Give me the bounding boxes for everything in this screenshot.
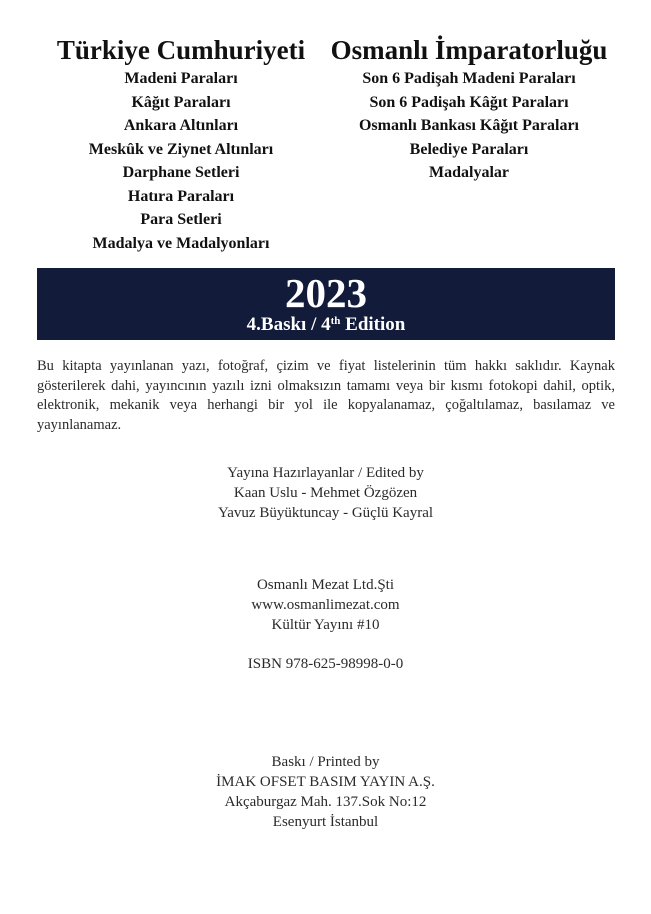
edition-prefix: 4.Baskı / 4	[246, 314, 331, 335]
publisher-series: Kültür Yayını #10	[271, 617, 380, 633]
left-column-item: Meskûk ve Ziynet Altınları	[88, 140, 274, 158]
left-column	[50, 34, 312, 255]
editors-heading: Yayına Hazırlayanlar / Edited by	[227, 465, 424, 481]
right-column-title: Osmanlı İmparatorluğu	[330, 35, 608, 65]
left-column-item: Para Setleri	[140, 211, 222, 228]
right-column-item: Son 6 Padişah Madeni Paraları	[362, 70, 576, 87]
edition-superscript: th	[330, 315, 341, 327]
left-column-item: Kâğıt Paraları	[131, 93, 231, 111]
printer-block	[0, 752, 651, 832]
left-column-item: Hatıra Paraları	[127, 187, 235, 205]
isbn-block	[0, 654, 651, 674]
printer-address: Esenyurt İstanbul	[272, 814, 379, 830]
left-column-item: Madalya ve Madalyonları	[92, 234, 270, 252]
isbn-number: ISBN 978-625-98998-0-0	[247, 656, 404, 672]
printer-address: Akçaburgaz Mah. 137.Sok No:12	[224, 794, 427, 810]
publisher-block	[0, 575, 651, 635]
left-column-item: Ankara Altınları	[123, 117, 239, 134]
editors-line: Kaan Uslu - Mehmet Özgözen	[233, 485, 418, 501]
publisher-website: www.osmanlimezat.com	[251, 597, 400, 613]
printer-heading: Baskı / Printed by	[271, 754, 380, 770]
right-column-item: Osmanlı Bankası Kâğıt Paraları	[358, 117, 579, 134]
printer-name: İMAK OFSET BASIM YAYIN A.Ş.	[216, 774, 435, 790]
copyright-notice: Bu kitapta yayınlanan yazı, fotoğraf, çizim ve fiyat listelerinin tüm hakkı saklıdır. Kaynak gösterilerek dahi, yayıncının yazılı izni olmaksızın tamamı veya bir kısmı fotokopi dahil, optik, elektronik, mekanik veya herhangi bir yol ile kopyalanamaz, çoğaltılamaz, basılamaz ve yayınlanamaz.	[37, 358, 615, 433]
right-column-item: Son 6 Padişah Kâğıt Paraları	[369, 93, 569, 111]
right-column	[318, 34, 620, 185]
left-column-item: Darphane Setleri	[122, 164, 240, 181]
banner-year: 2023	[285, 270, 367, 316]
right-column-item: Belediye Paraları	[409, 140, 529, 158]
editors-block	[0, 463, 651, 523]
left-column-item: Madeni Paraları	[124, 70, 238, 87]
banner-edition	[37, 314, 615, 336]
left-column-title: Türkiye Cumhuriyeti	[56, 35, 306, 65]
publisher-name: Osmanlı Mezat Ltd.Şti	[256, 577, 395, 593]
editors-line: Yavuz Büyüktuncay - Güçlü Kayral	[217, 505, 434, 521]
edition-suffix: Edition	[340, 314, 406, 335]
edition-banner	[37, 268, 615, 340]
right-column-item: Madalyalar	[429, 164, 509, 181]
